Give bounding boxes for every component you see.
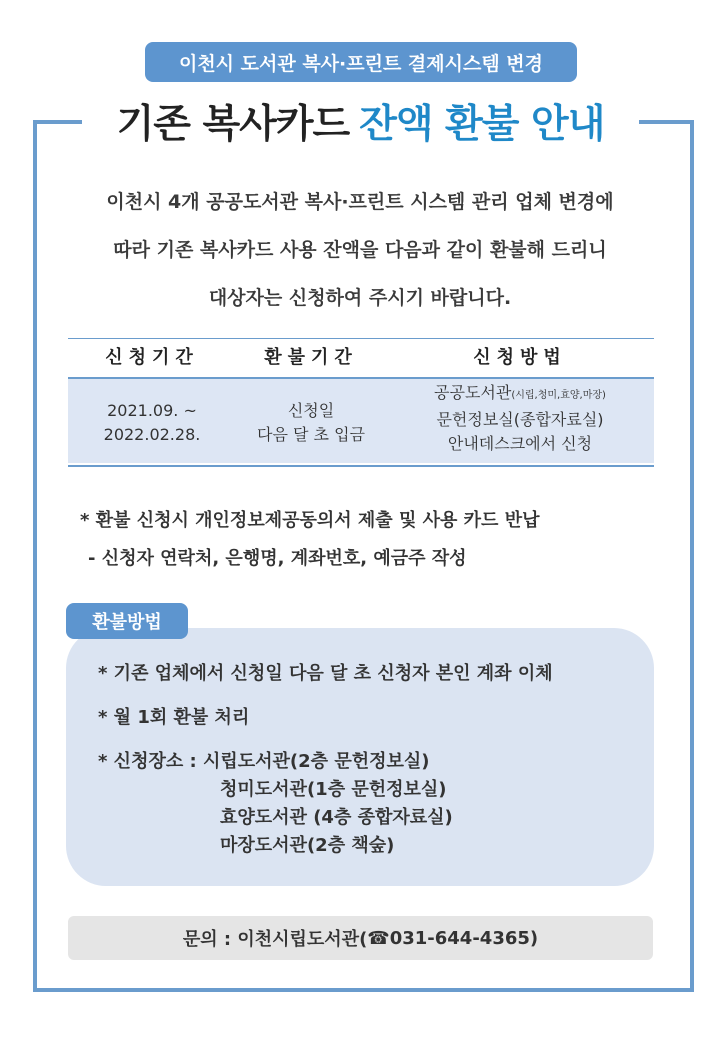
title-part-1: 기존 복사카드 [116, 102, 350, 147]
header-application-method: 신청방법 [473, 347, 567, 368]
location-prefix: * 신청장소 : [98, 751, 203, 772]
method-line-1-small: (시립,청미,효양,마장) [511, 390, 606, 401]
notice-line-1: * 환불 신청시 개인정보제공동의서 제출 및 사용 카드 반납 [80, 510, 540, 531]
notice-line-2: - 신청자 연락처, 은행명, 계좌번호, 예금주 작성 [88, 548, 467, 569]
inquiry-prefix: 문의 : 이천시립도서관( [182, 929, 368, 950]
intro-line-2: 따라 기존 복사카드 사용 잔액을 다음과 같이 환불해 드리니 [113, 239, 607, 261]
location-3: 효양도서관 (4층 종합자료실) [220, 807, 453, 828]
refund-method-list [98, 660, 553, 860]
method-item-1: * 기존 업체에서 신청일 다음 달 초 신청자 본인 계좌 이체 [98, 663, 553, 684]
method-line-1 [386, 381, 654, 408]
refund-method-label: 환불방법 [66, 603, 188, 639]
period-line-1: 2021.09. ~ [107, 401, 197, 420]
intro-text [55, 178, 665, 322]
refund-line-1: 신청일 [287, 401, 335, 420]
location-4: 마장도서관(2층 책숲) [220, 835, 395, 856]
cell-refund-period [236, 399, 386, 447]
frame-top-right-line [639, 120, 694, 124]
refund-line-2: 다음 달 초 입금 [257, 425, 365, 444]
period-line-2: 2022.02.28. [103, 425, 201, 444]
method-item-2: * 월 1회 환불 처리 [98, 707, 250, 728]
table-header-row [68, 339, 654, 379]
method-line-3: 안내데스크에서 신청 [447, 434, 593, 453]
header-badge: 이천시 도서관 복사·프린트 결제시스템 변경 [145, 42, 577, 82]
inquiry-bar [68, 916, 653, 960]
header-application-period: 신청기간 [105, 347, 199, 368]
intro-line-3: 대상자는 신청하여 주시기 바랍니다. [208, 287, 512, 309]
frame-top-left-line [33, 120, 82, 124]
info-table [68, 338, 654, 467]
location-2: 청미도서관(1층 문헌정보실) [220, 779, 447, 800]
location-1: 시립도서관(2층 문헌정보실) [202, 751, 430, 772]
cell-application-method [386, 381, 654, 456]
notice-text [80, 502, 539, 578]
title-part-2: 잔액 환불 안내 [359, 102, 605, 147]
method-item-3 [98, 748, 553, 776]
method-line-1-main: 공공도서관 [434, 383, 512, 402]
page-title [82, 92, 639, 150]
cell-application-period [68, 399, 236, 447]
inquiry-phone: 031-644-4365) [389, 927, 539, 949]
intro-line-1: 이천시 4개 공공도서관 복사·프린트 시스템 관리 업체 변경에 [106, 191, 614, 213]
method-line-2: 문헌정보실(종합자료실) [436, 410, 604, 429]
telephone-icon: ☎ [367, 927, 390, 949]
table-row [68, 379, 654, 463]
header-refund-period: 환불기간 [264, 347, 358, 368]
